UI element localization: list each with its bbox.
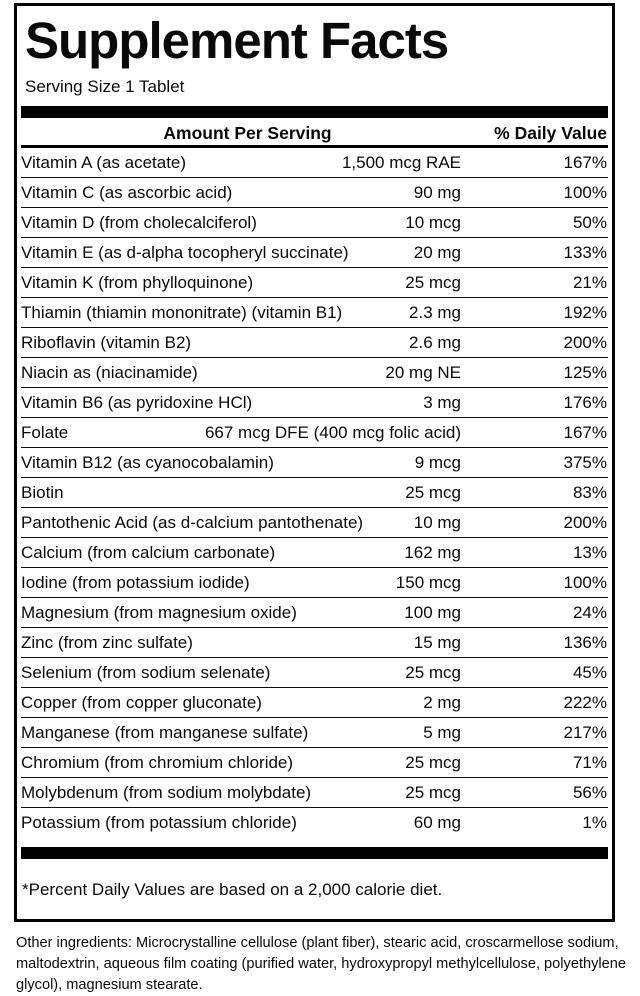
other-ingredients-text: Other ingredients: Microcrystalline cellulose (plant fiber), stearic acid, croscarmellose sodium, maltodextrin, aqueous film coating (purified water, hydroxypropyl methylcellulose, polyethylene glycol), magnesium stearate. bbox=[16, 935, 627, 993]
ingredient-daily-value: 100% bbox=[563, 573, 607, 592]
ingredient-name: Calcium (from calcium carbonate) bbox=[21, 543, 276, 562]
ingredient-daily-value: 13% bbox=[572, 543, 607, 562]
ingredient-name: Zinc (from zinc sulfate) bbox=[21, 633, 193, 652]
ingredient-daily-value: 45% bbox=[572, 663, 607, 682]
ingredient-row bbox=[21, 658, 608, 688]
ingredient-row bbox=[21, 478, 608, 508]
ingredient-daily-value: 50% bbox=[572, 213, 607, 232]
ingredient-daily-value: 200% bbox=[563, 513, 607, 532]
ingredient-name: Iodine (from potassium iodide) bbox=[21, 573, 250, 592]
ingredient-amount: 10 mcg bbox=[405, 213, 461, 232]
ingredient-row bbox=[21, 358, 608, 388]
ingredient-amount: 25 mcg bbox=[405, 273, 461, 292]
ingredient-amount: 60 mg bbox=[413, 813, 461, 832]
ingredient-row bbox=[21, 208, 608, 238]
ingredient-daily-value: 176% bbox=[563, 393, 607, 412]
ingredient-daily-value: 217% bbox=[563, 723, 607, 742]
ingredient-amount: 25 mcg bbox=[405, 783, 461, 802]
ingredient-amount: 9 mcg bbox=[414, 453, 461, 472]
ingredient-name: Vitamin B12 (as cyanocobalamin) bbox=[21, 453, 274, 472]
ingredient-row bbox=[21, 328, 608, 358]
ingredient-row bbox=[21, 688, 608, 718]
ingredient-name: Vitamin C (as ascorbic acid) bbox=[21, 183, 233, 202]
ingredient-amount: 2.3 mg bbox=[409, 303, 461, 322]
ingredient-name: Vitamin A (as acetate) bbox=[21, 153, 187, 172]
ingredient-name: Folate bbox=[21, 423, 69, 442]
ingredient-row bbox=[21, 748, 608, 778]
ingredient-row bbox=[21, 298, 608, 328]
bottom-divider-bar bbox=[21, 847, 608, 859]
ingredient-name: Vitamin B6 (as pyridoxine HCl) bbox=[21, 393, 253, 412]
ingredient-daily-value: 200% bbox=[563, 333, 607, 352]
ingredient-amount: 20 mg NE bbox=[385, 363, 461, 382]
ingredient-name: Manganese (from manganese sulfate) bbox=[21, 723, 309, 742]
ingredient-amount: 667 mcg DFE (400 mcg folic acid) bbox=[204, 423, 461, 442]
ingredient-name: Vitamin K (from phylloquinone) bbox=[21, 273, 254, 292]
ingredient-name: Potassium (from potassium chloride) bbox=[21, 813, 297, 832]
ingredient-row bbox=[21, 778, 608, 808]
ingredient-daily-value: 100% bbox=[563, 183, 607, 202]
ingredient-amount: 25 mcg bbox=[405, 483, 461, 502]
ingredient-amount: 20 mg bbox=[413, 243, 461, 262]
ingredient-row bbox=[21, 808, 608, 838]
ingredient-name: Copper (from copper gluconate) bbox=[21, 693, 262, 712]
ingredient-row bbox=[21, 628, 608, 658]
facts-rows bbox=[21, 148, 608, 838]
ingredient-daily-value: 21% bbox=[572, 273, 607, 292]
ingredient-daily-value: 1% bbox=[582, 813, 607, 832]
ingredient-row bbox=[21, 418, 608, 448]
ingredient-daily-value: 167% bbox=[563, 153, 607, 172]
ingredient-amount: 15 mg bbox=[413, 633, 461, 652]
ingredient-daily-value: 192% bbox=[563, 303, 607, 322]
ingredient-name: Vitamin D (from cholecalciferol) bbox=[21, 213, 257, 232]
ingredient-row bbox=[21, 568, 608, 598]
ingredient-row bbox=[21, 718, 608, 748]
ingredient-name: Pantothenic Acid (as d-calcium pantothenate) bbox=[21, 513, 364, 532]
column-header-row bbox=[21, 118, 608, 148]
ingredient-amount: 162 mg bbox=[404, 543, 461, 562]
ingredient-amount: 90 mg bbox=[413, 183, 461, 202]
supplement-facts-panel bbox=[14, 3, 615, 922]
ingredient-daily-value: 167% bbox=[563, 423, 607, 442]
ingredient-row bbox=[21, 148, 608, 178]
ingredient-daily-value: 136% bbox=[563, 633, 607, 652]
ingredient-name: Molybdenum (from sodium molybdate) bbox=[21, 783, 312, 802]
ingredient-row bbox=[21, 538, 608, 568]
daily-value-footnote: *Percent Daily Values are based on a 2,000 calorie diet. bbox=[22, 880, 443, 899]
ingredient-amount: 10 mg bbox=[413, 513, 461, 532]
ingredient-name: Riboflavin (vitamin B2) bbox=[21, 333, 192, 352]
ingredient-row bbox=[21, 238, 608, 268]
ingredient-name: Biotin bbox=[21, 483, 64, 502]
ingredient-name: Magnesium (from magnesium oxide) bbox=[21, 603, 297, 622]
serving-size: Serving Size 1 Tablet bbox=[25, 77, 185, 96]
ingredient-daily-value: 71% bbox=[572, 753, 607, 772]
ingredient-name: Vitamin E (as d-alpha tocopheryl succinate) bbox=[21, 243, 349, 262]
ingredient-row bbox=[21, 178, 608, 208]
ingredient-name: Chromium (from chromium chloride) bbox=[21, 753, 294, 772]
ingredient-name: Niacin as (niacinamide) bbox=[21, 363, 198, 382]
ingredient-daily-value: 56% bbox=[572, 783, 607, 802]
ingredient-daily-value: 133% bbox=[563, 243, 607, 262]
column-header-daily-value: % Daily Value bbox=[494, 123, 607, 143]
ingredient-name: Thiamin (thiamin mononitrate) (vitamin B1) bbox=[21, 303, 343, 322]
ingredient-amount: 3 mg bbox=[423, 393, 461, 412]
ingredient-row bbox=[21, 448, 608, 478]
ingredient-daily-value: 222% bbox=[563, 693, 607, 712]
ingredient-amount: 25 mcg bbox=[405, 753, 461, 772]
ingredient-row bbox=[21, 598, 608, 628]
ingredient-daily-value: 24% bbox=[572, 603, 607, 622]
ingredient-row bbox=[21, 508, 608, 538]
ingredient-amount: 2.6 mg bbox=[409, 333, 461, 352]
ingredient-row bbox=[21, 388, 608, 418]
ingredient-amount: 2 mg bbox=[423, 693, 461, 712]
ingredient-name: Selenium (from sodium selenate) bbox=[21, 663, 271, 682]
panel-title: Supplement Facts bbox=[25, 12, 449, 69]
ingredient-daily-value: 83% bbox=[572, 483, 607, 502]
ingredient-daily-value: 125% bbox=[563, 363, 607, 382]
ingredient-amount: 100 mg bbox=[404, 603, 461, 622]
column-header-amount: Amount Per Serving bbox=[163, 123, 332, 143]
ingredient-row bbox=[21, 268, 608, 298]
ingredient-amount: 25 mcg bbox=[405, 663, 461, 682]
top-divider-bar bbox=[21, 106, 608, 118]
ingredient-daily-value: 375% bbox=[563, 453, 607, 472]
ingredient-amount: 5 mg bbox=[423, 723, 461, 742]
ingredient-amount: 1,500 mcg RAE bbox=[341, 153, 461, 172]
ingredient-amount: 150 mcg bbox=[395, 573, 461, 592]
